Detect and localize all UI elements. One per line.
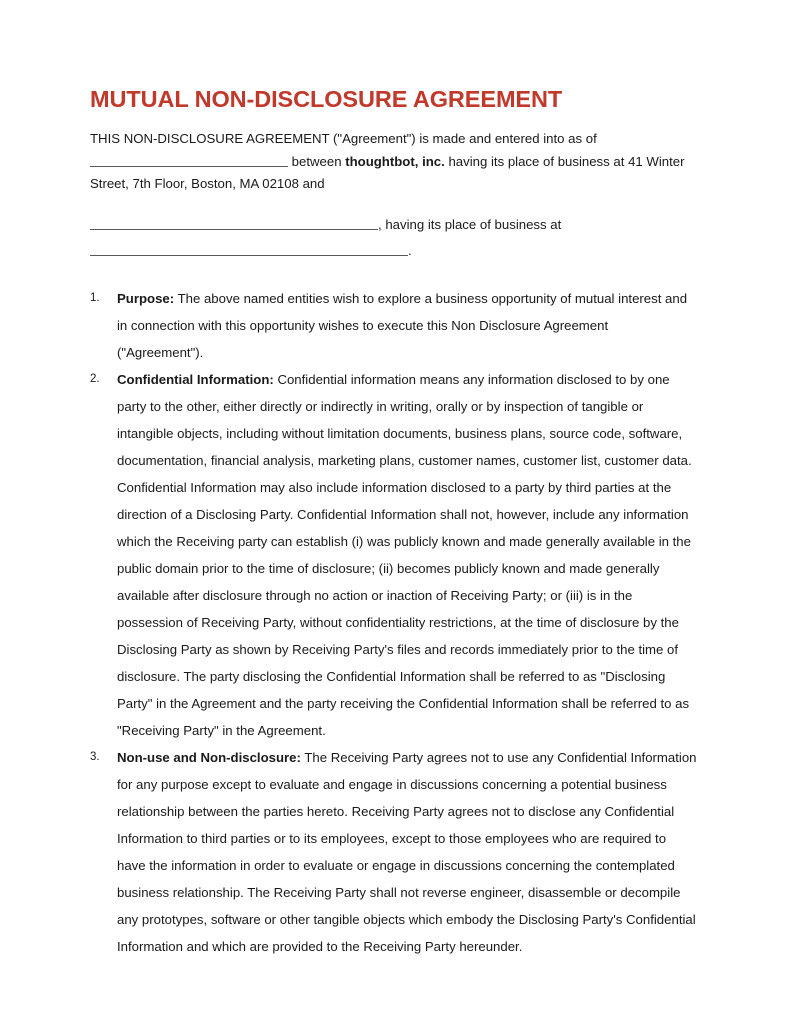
clause-body [117, 285, 698, 366]
clause-heading: Purpose: [117, 290, 175, 306]
clause-text-tail: "Receiving Party" in the Agreement. [117, 722, 326, 738]
party-name: thoughtbot, inc. [345, 153, 445, 169]
blank-fill-address[interactable] [90, 241, 408, 256]
intro-line-1: THIS NON-DISCLOSURE AGREEMENT ("Agreement") is made and entered into as of [90, 131, 597, 146]
clause-number: 1. [90, 291, 100, 304]
clause-item-non-use-non-disclosure [90, 744, 698, 960]
clause-heading: Confidential Information: [117, 371, 274, 387]
clause-text-content: Confidential information means any information disclosed to by one party to the other, either directly or indirectly in writing, orally or by inspection of tangible or intangible objects, including without limitation documents, business plans, source code, software, documentation, financial analysis, marketing plans, customer names, customer list, customer data. Confidential Information may also include information disclosed to a party by third parties at the direction of a Disclosing Party. Confidential Information shall not, however, include any information which the Receiving party can establish (i) was publicly known and made generally available in the public domain prior to the time of disclosure; (ii) becomes publicly known and made generally available after disclosure through no action or inaction of Receiving Party; or (iii) is in the possession of Receiving Party, without confidentiality restrictions, at the time of disclosure by the Disclosing Party as shown by Receiving Party's files and records immediately prior to the time of disclosure. The party disclosing the Confidential Information shall be referred to as "Disclosing Party" in the Agreement and the party receiving the Confidential Information shall be referred to as [117, 371, 692, 711]
clause-number: 3. [90, 750, 100, 763]
clause-text-content: The above named entities wish to explore a business opportunity of mutual interest and in connection with this opportunity wishes to execute this Non Disclosure Agreement ("Agreement"). [117, 290, 688, 360]
clause-list [90, 285, 698, 960]
page-title: MUTUAL NON-DISCLOSURE AGREEMENT [90, 86, 563, 112]
intro-after-party: having its place of business at 41 Winter Street, 7th Floor, Boston, MA 02108 and [90, 153, 685, 191]
blank-fill-counterparty[interactable] [90, 215, 378, 230]
intro-after-blank-3: . [408, 243, 412, 258]
document-body [90, 84, 697, 960]
clause-item-confidential-information [90, 366, 698, 744]
clause-item-purpose [90, 285, 698, 366]
clause-body [117, 744, 698, 960]
clause-text-content: The Receiving Party agrees not to use any Confidential Information for any purpose except to evaluate and engage in discussions concerning a potential business relationship between the parties hereto. Receiving Party agrees not to disclose any Confidential Information to third parties or to its employees, except to those employees who are required to have the information in order to evaluate or engage in discussions concerning the contemplated business relationship. The Receiving Party shall not reverse engineer, disassemble or decompile any prototypes, software or other tangible objects which embody the Disclosing Party's Confidential Information and which are provided to the Receiving Party hereunder. [117, 749, 697, 954]
clause-number: 2. [90, 372, 100, 385]
clause-heading: Non-use and Non-disclosure: [117, 749, 301, 765]
intro-after-blank-1: between [288, 153, 346, 169]
intro-paragraph [90, 128, 690, 263]
clause-body [117, 366, 698, 717]
blank-fill-date[interactable] [90, 152, 288, 167]
intro-after-blank-2: , having its place of business at [378, 216, 562, 232]
